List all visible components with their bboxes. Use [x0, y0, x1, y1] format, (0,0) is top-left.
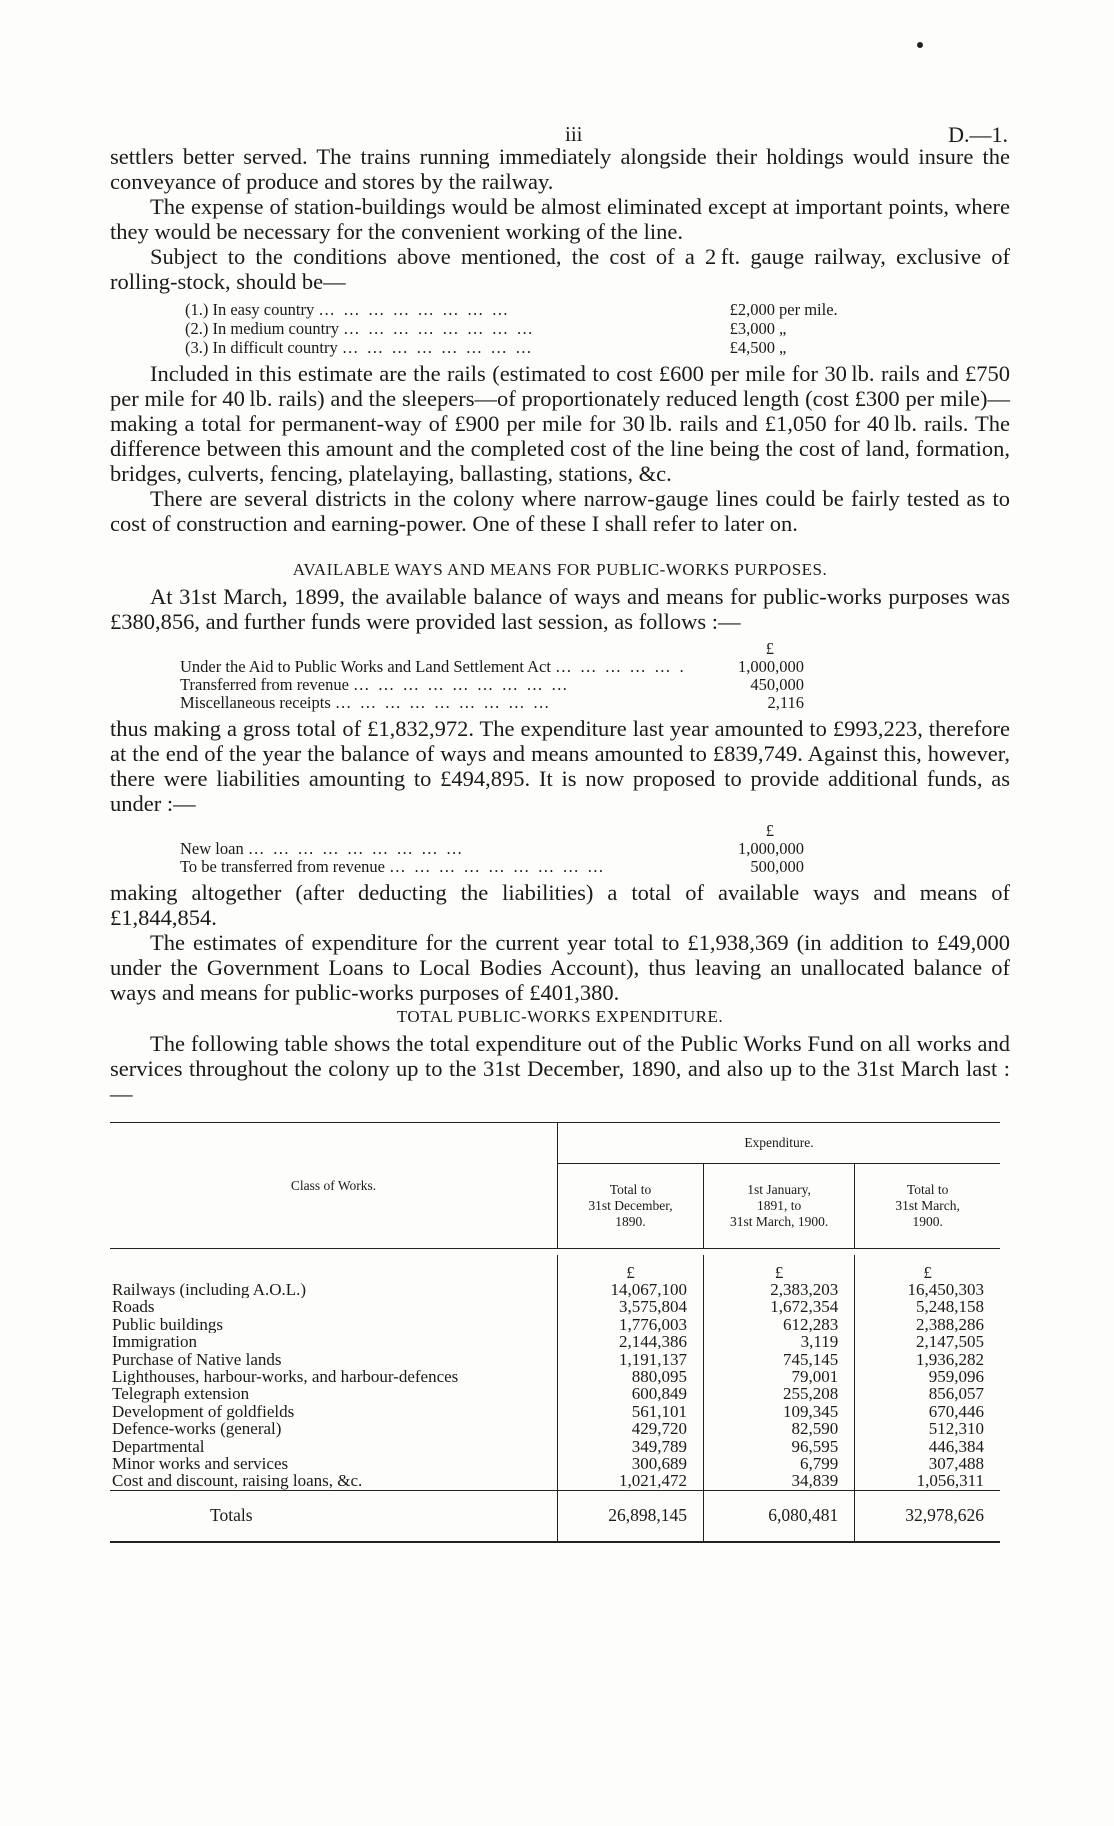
- paragraph: The following table shows the total expenditure out of the Public Works Fund on all works and services throughout the colony up to the 31st December, 1890, and also up to the 31st March last :—: [110, 1031, 1010, 1106]
- list-item: [185, 300, 1010, 319]
- cost-label: (3.) In difficult country … … … … … … … …: [185, 338, 685, 357]
- value-1900: 446,384: [928, 1436, 984, 1456]
- cost-label: (1.) In easy country … … … … … … … …: [185, 300, 685, 319]
- value-1890: 1,191,137: [618, 1349, 687, 1369]
- fund-label: Miscellaneous receipts … … … … … … … … …: [180, 694, 686, 712]
- value-period: 96,595: [703, 1438, 854, 1455]
- table-row: [110, 1403, 1000, 1420]
- currency-symbol: £: [703, 1255, 854, 1281]
- list-item: [180, 858, 804, 876]
- fund-value: 1,000,000: [738, 839, 804, 858]
- paragraph: At 31st March, 1899, the available balance of ways and means for public-works purposes was £380,856, and further funds were provided last session, as follows :—: [110, 584, 1010, 634]
- work-class: Development of goldfields: [110, 1403, 558, 1420]
- currency-symbol: £: [923, 1262, 932, 1282]
- total-period: 6,080,481: [703, 1490, 854, 1542]
- value-1900: 2,147,505: [916, 1332, 984, 1352]
- cost-value: £2,000: [729, 300, 775, 319]
- work-class: Minor works and services: [110, 1455, 558, 1472]
- cost-label: (2.) In medium country … … … … … … … …: [185, 319, 685, 338]
- expenditure-table: [110, 1122, 1000, 1543]
- page-header: [110, 100, 1010, 147]
- currency-symbol: £: [626, 1262, 635, 1282]
- value-1900: 1,936,282: [916, 1349, 984, 1369]
- fund-value: 450,000: [750, 675, 804, 694]
- value-1890: 561,101: [631, 1401, 687, 1421]
- list-item: [185, 319, 1010, 338]
- value-1890: 14,067,100: [610, 1280, 687, 1299]
- work-class: Railways (including A.O.L.): [110, 1281, 558, 1298]
- table-row: [110, 1385, 1000, 1402]
- value-period: 1,672,354: [703, 1298, 854, 1315]
- list-item: [180, 694, 804, 712]
- value-1890: 429,720: [631, 1419, 687, 1439]
- fund-value: 1,000,000: [738, 657, 804, 676]
- column-header: 1st January, 1891, to 31st March, 1900.: [703, 1164, 854, 1249]
- paragraph: settlers better served. The trains running immediately alongside their holdings would insure the conveyance of produce and stores by the railway.: [110, 144, 1010, 194]
- value-period: 612,283: [703, 1316, 854, 1333]
- work-class: Immigration: [110, 1333, 558, 1350]
- table-row: [110, 1438, 1000, 1455]
- cost-unit: „: [779, 319, 787, 338]
- column-header: Total to 31st March, 1900.: [895, 1182, 960, 1229]
- value-1890: 349,789: [631, 1436, 687, 1456]
- value-1900: 307,488: [928, 1454, 984, 1474]
- paragraph: Subject to the conditions above mentioned, the cost of a 2 ft. gauge railway, exclusive of rolling-stock, should be—: [110, 244, 1010, 294]
- fund-label: Transferred from revenue … … … … … … … … …: [180, 676, 686, 694]
- fund-label: New loan … … … … … … … … …: [180, 840, 686, 858]
- total-1890: 26,898,145: [558, 1490, 704, 1542]
- value-1900: 1,056,311: [916, 1471, 984, 1491]
- table-row: [110, 1420, 1000, 1437]
- table-row: [110, 1368, 1000, 1385]
- cost-value: £3,000: [729, 319, 775, 338]
- list-item: [180, 840, 804, 858]
- page-number: iii: [565, 122, 583, 146]
- document-page: [110, 100, 1010, 1543]
- value-period: 3,119: [703, 1333, 854, 1350]
- work-class: Defence-works (general): [110, 1420, 558, 1437]
- section-heading: TOTAL PUBLIC-WORKS EXPENDITURE.: [396, 1007, 724, 1026]
- paragraph: There are several districts in the colony where narrow-gauge lines could be fairly tested as to cost of construction and earning-power. One of these I shall refer to later on.: [110, 486, 1010, 536]
- cost-list: [185, 300, 1010, 357]
- value-1890: 1,776,003: [618, 1314, 687, 1334]
- fund-value: 500,000: [750, 857, 804, 876]
- work-class: Purchase of Native lands: [110, 1351, 558, 1368]
- value-period: 109,345: [703, 1403, 854, 1420]
- paragraph: Included in this estimate are the rails (estimated to cost £600 per mile for 30 lb. rails and £750 per mile for 40 lb. rails) and the sleepers—of proportionately reduced length (cost £300 per mile)—making a total for permanent-way of £900 per mile for 30 lb. rails and £1,050 for 40 lb. rails. The difference between this amount and the completed cost of the line being the cost of land, formation, bridges, culverts, fencing, platelaying, ballasting, stations, &c.: [110, 361, 1010, 486]
- table-row: [110, 1455, 1000, 1472]
- paragraph: The estimates of expenditure for the current year total to £1,938,369 (in addition to £49,000 under the Government Loans to Local Bodies Account), thus leaving an unallocated balance of ways and means for public-works purposes of £401,380.: [110, 930, 1010, 1005]
- value-period: 79,001: [703, 1368, 854, 1385]
- fund-label: Under the Aid to Public Works and Land Settlement Act … … … … … … … … …: [180, 658, 686, 676]
- value-1900: 2,388,286: [916, 1314, 984, 1334]
- cost-value: £4,500: [729, 338, 775, 357]
- work-class: Departmental: [110, 1438, 558, 1455]
- table-row: [110, 1281, 1000, 1298]
- table-row: [110, 1333, 1000, 1350]
- value-1890: 1,021,472: [618, 1471, 687, 1491]
- total-1900: 32,978,626: [855, 1490, 1000, 1542]
- work-class: Roads: [110, 1298, 558, 1315]
- value-1890: 600,849: [631, 1384, 687, 1404]
- value-1890: 880,095: [631, 1367, 687, 1387]
- value-1900: 5,248,158: [916, 1297, 984, 1317]
- class-of-works-header: Class of Works.: [110, 1123, 558, 1249]
- totals-label: Totals: [110, 1490, 558, 1542]
- fund-value: 2,116: [767, 693, 804, 712]
- value-1890: 2,144,386: [618, 1332, 687, 1352]
- funds-list: [180, 822, 804, 876]
- value-1890: 3,575,804: [618, 1297, 687, 1317]
- value-1900: 670,446: [928, 1401, 984, 1421]
- paragraph: The expense of station-buildings would be almost eliminated except at important points, where they would be necessary for the convenient working of the line.: [110, 194, 1010, 244]
- value-1900: 16,450,303: [907, 1280, 984, 1299]
- list-item: [180, 658, 804, 676]
- table-row: [110, 1351, 1000, 1368]
- expenditure-header: Expenditure.: [558, 1123, 1001, 1164]
- cost-unit: per mile.: [779, 300, 838, 319]
- column-header: Total to 31st December, 1890.: [588, 1182, 673, 1229]
- value-period: 745,145: [703, 1351, 854, 1368]
- value-period: 255,208: [703, 1385, 854, 1402]
- currency-header: £: [765, 821, 774, 840]
- table-row: [110, 1298, 1000, 1315]
- currency-header: £: [765, 639, 774, 658]
- work-class: Cost and discount, raising loans, &c.: [110, 1472, 558, 1490]
- value-period: 34,839: [703, 1472, 854, 1490]
- fund-label: To be transferred from revenue … … … … … … … … …: [180, 858, 686, 876]
- work-class: Public buildings: [110, 1316, 558, 1333]
- value-1900: 959,096: [928, 1367, 984, 1387]
- value-1900: 512,310: [928, 1419, 984, 1439]
- ink-dot: [917, 42, 923, 48]
- cost-unit: „: [779, 338, 787, 357]
- value-period: 82,590: [703, 1420, 854, 1437]
- paragraph: thus making a gross total of £1,832,972. The expenditure last year amounted to £993,223, therefore at the end of the year the balance of ways and means amounted to £839,749. Against this, however, there were liabilities amounting to £494,895. It is now proposed to provide additional funds, as under :—: [110, 716, 1010, 816]
- value-period: 6,799: [703, 1455, 854, 1472]
- work-class: Lighthouses, harbour-works, and harbour-defences: [110, 1368, 558, 1385]
- totals-row: [110, 1490, 1000, 1542]
- work-class: Telegraph extension: [110, 1385, 558, 1402]
- funds-list: [180, 640, 804, 712]
- paragraph: making altogether (after deducting the liabilities) a total of available ways and means of £1,844,854.: [110, 880, 1010, 930]
- value-period: 2,383,203: [703, 1281, 854, 1298]
- section-heading: AVAILABLE WAYS AND MEANS FOR PUBLIC-WORKS PURPOSES.: [292, 560, 828, 579]
- table-row: [110, 1472, 1000, 1490]
- list-item: [185, 338, 1010, 357]
- document-reference: D.—1.: [948, 122, 1008, 147]
- value-1890: 300,689: [631, 1454, 687, 1474]
- value-1900: 856,057: [928, 1384, 984, 1404]
- list-item: [180, 676, 804, 694]
- table-row: [110, 1316, 1000, 1333]
